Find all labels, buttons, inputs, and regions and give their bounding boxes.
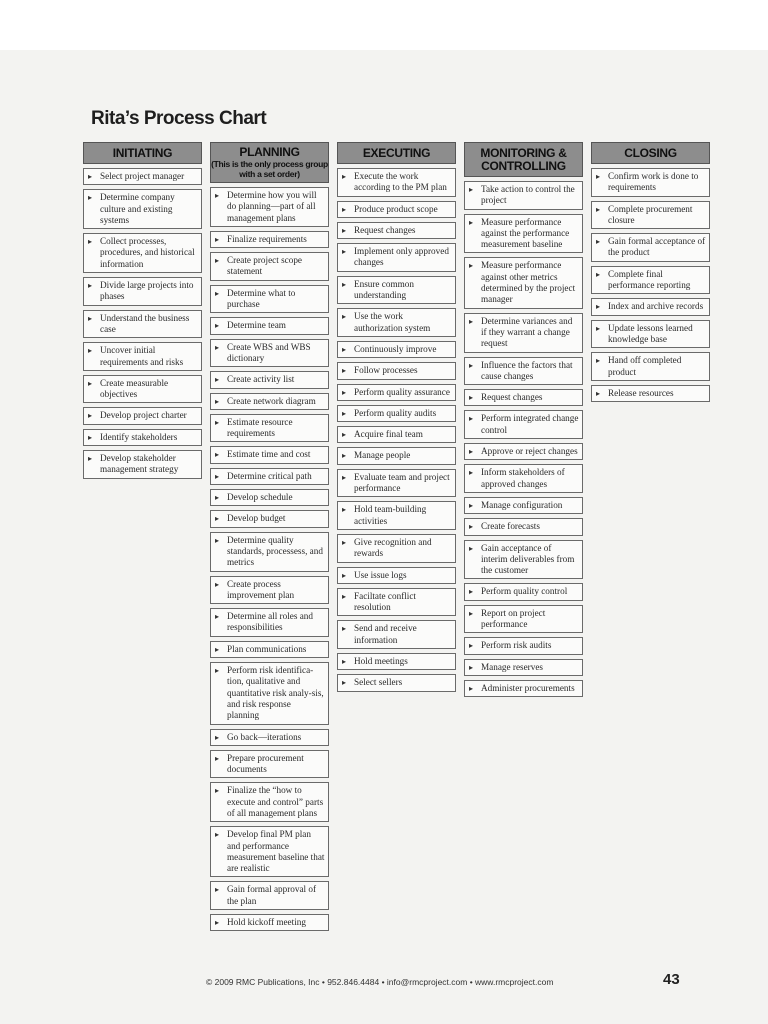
process-item: ▸ Release resources [591,385,710,402]
process-item: ▸ Measure performance against the performance measurement baseline [464,214,583,254]
process-item: ▸ Develop schedule [210,489,329,506]
process-item: ▸ Influence the factors that cause changes [464,357,583,386]
process-item: ▸ Manage people [337,447,456,464]
process-item: ▸ Create forecasts [464,518,583,535]
process-item: ▸ Estimate time and cost [210,446,329,463]
process-item: ▸ Uncover initial requirements and risks [83,342,202,371]
process-item: ▸ Identify stakeholders [83,429,202,446]
process-item: ▸ Faciltate conflict resolution [337,588,456,617]
process-item: ▸ Estimate resource requirements [210,414,329,443]
header-planning-label: PLANNING [239,145,300,159]
column-planning [210,142,329,931]
process-item: ▸ Update lessons learned knowledge base [591,320,710,349]
process-item: ▸ Develop project charter [83,407,202,424]
process-item: ▸ Finalize the “how to execute and control” parts of all management plans [210,782,329,822]
header-initiating-label: INITIATING [112,145,173,160]
top-margin [0,0,768,50]
process-item: ▸ Create WBS and WBS dictionary [210,339,329,368]
process-item: ▸ Select project manager [83,168,202,185]
column-executing [337,142,456,692]
footer-contact: © 2009 RMC Publications, Inc • 952.846.4484 • info@rmcproject.com • www.rmcproject.com [206,977,554,987]
process-item: ▸ Approve or reject changes [464,443,583,460]
column-initiating [83,142,202,479]
header-monitoring [464,142,583,177]
process-item: ▸ Finalize requirements [210,231,329,248]
process-item: ▸ Give recognition and rewards [337,534,456,563]
process-item: ▸ Determine quality standards, processess, and metrics [210,532,329,572]
process-item: ▸ Determine critical path [210,468,329,485]
process-item: ▸ Develop budget [210,510,329,527]
process-item: ▸ Perform risk audits [464,637,583,654]
process-item: ▸ Divide large projects into phases [83,277,202,306]
process-item: ▸ Determine company culture and existing systems [83,189,202,229]
process-item: ▸ Create network diagram [210,393,329,410]
process-item: ▸ Inform stakeholders of approved changes [464,464,583,493]
process-item: ▸ Produce product scope [337,201,456,218]
process-item: ▸ Perform quality assurance [337,384,456,401]
process-item: ▸ Perform integrated change control [464,410,583,439]
process-item: ▸ Implement only approved changes [337,243,456,272]
process-item: ▸ Collect processes, procedures, and historical information [83,233,202,273]
process-item: ▸ Develop stakeholder management strategy [83,450,202,479]
process-item: ▸ Hold kickoff meeting [210,914,329,931]
page-title: Rita’s Process Chart [91,108,267,129]
process-item: ▸ Prepare procurement documents [210,750,329,779]
process-item: ▸ Hand off completed product [591,352,710,381]
process-item: ▸ Request changes [337,222,456,239]
process-item: ▸ Use issue logs [337,567,456,584]
process-item: ▸ Take action to control the project [464,181,583,210]
process-item: ▸ Confirm work is done to requirements [591,168,710,197]
process-item: ▸ Hold meetings [337,653,456,670]
process-item: ▸ Complete final performance reporting [591,266,710,295]
header-initiating [83,142,202,164]
process-item: ▸ Gain acceptance of interim deliverables from the customer [464,540,583,580]
page-number: 43 [663,971,680,988]
process-item: ▸ Execute the work according to the PM plan [337,168,456,197]
header-closing [591,142,710,164]
process-item: ▸ Determine variances and if they warrant a change request [464,313,583,353]
header-planning [210,142,329,183]
process-item: ▸ Send and receive information [337,620,456,649]
process-item: ▸ Ensure common understanding [337,276,456,305]
process-item: ▸ Request changes [464,389,583,406]
column-monitoring [464,142,583,697]
process-item: ▸ Create measurable objectives [83,375,202,404]
process-item: ▸ Report on project performance [464,605,583,634]
process-item: ▸ Determine all roles and responsibilities [210,608,329,637]
header-closing-label: CLOSING [624,145,677,160]
process-item: ▸ Continuously improve [337,341,456,358]
process-item: ▸ Select sellers [337,674,456,691]
process-item: ▸ Develop final PM plan and performance measurement baseline that are realistic [210,826,329,877]
process-item: ▸ Create project scope statement [210,252,329,281]
process-item: ▸ Index and archive records [591,298,710,315]
process-item: ▸ Understand the business case [83,310,202,339]
process-item: ▸ Plan communications [210,641,329,658]
process-item: ▸ Create activity list [210,371,329,388]
process-item: ▸ Determine team [210,317,329,334]
process-item: ▸ Measure performance against other metrics determined by the project manager [464,257,583,308]
process-item: ▸ Manage reserves [464,659,583,676]
column-closing [591,142,710,402]
header-executing [337,142,456,164]
process-item: ▸ Create process improvement plan [210,576,329,605]
process-item: ▸ Administer procurements [464,680,583,697]
process-item: ▸ Perform quality audits [337,405,456,422]
process-item: ▸ Follow processes [337,362,456,379]
process-item: ▸ Acquire final team [337,426,456,443]
header-executing-label: EXECUTING [362,145,431,160]
process-item: ▸ Determine how you will do planning—part of all management plans [210,187,329,227]
process-item: ▸ Perform quality control [464,583,583,600]
process-item: ▸ Hold team-building activities [337,501,456,530]
process-item: ▸ Evaluate team and project performance [337,469,456,498]
header-planning-subheader: (This is the only process group with a set order) [211,159,328,179]
process-item: ▸ Perform risk identifica-tion, qualitative and quantitative risk analy-sis, and risk response planning [210,662,329,724]
header-monitoring-label: MONITORING & CONTROLLING [480,145,567,173]
process-item: ▸ Complete procurement closure [591,201,710,230]
process-item: ▸ Use the work authorization system [337,308,456,337]
process-item: ▸ Gain formal acceptance of the product [591,233,710,262]
process-item: ▸ Manage configuration [464,497,583,514]
process-item: ▸ Gain formal approval of the plan [210,881,329,910]
process-item: ▸ Go back—iterations [210,729,329,746]
process-item: ▸ Determine what to purchase [210,285,329,314]
